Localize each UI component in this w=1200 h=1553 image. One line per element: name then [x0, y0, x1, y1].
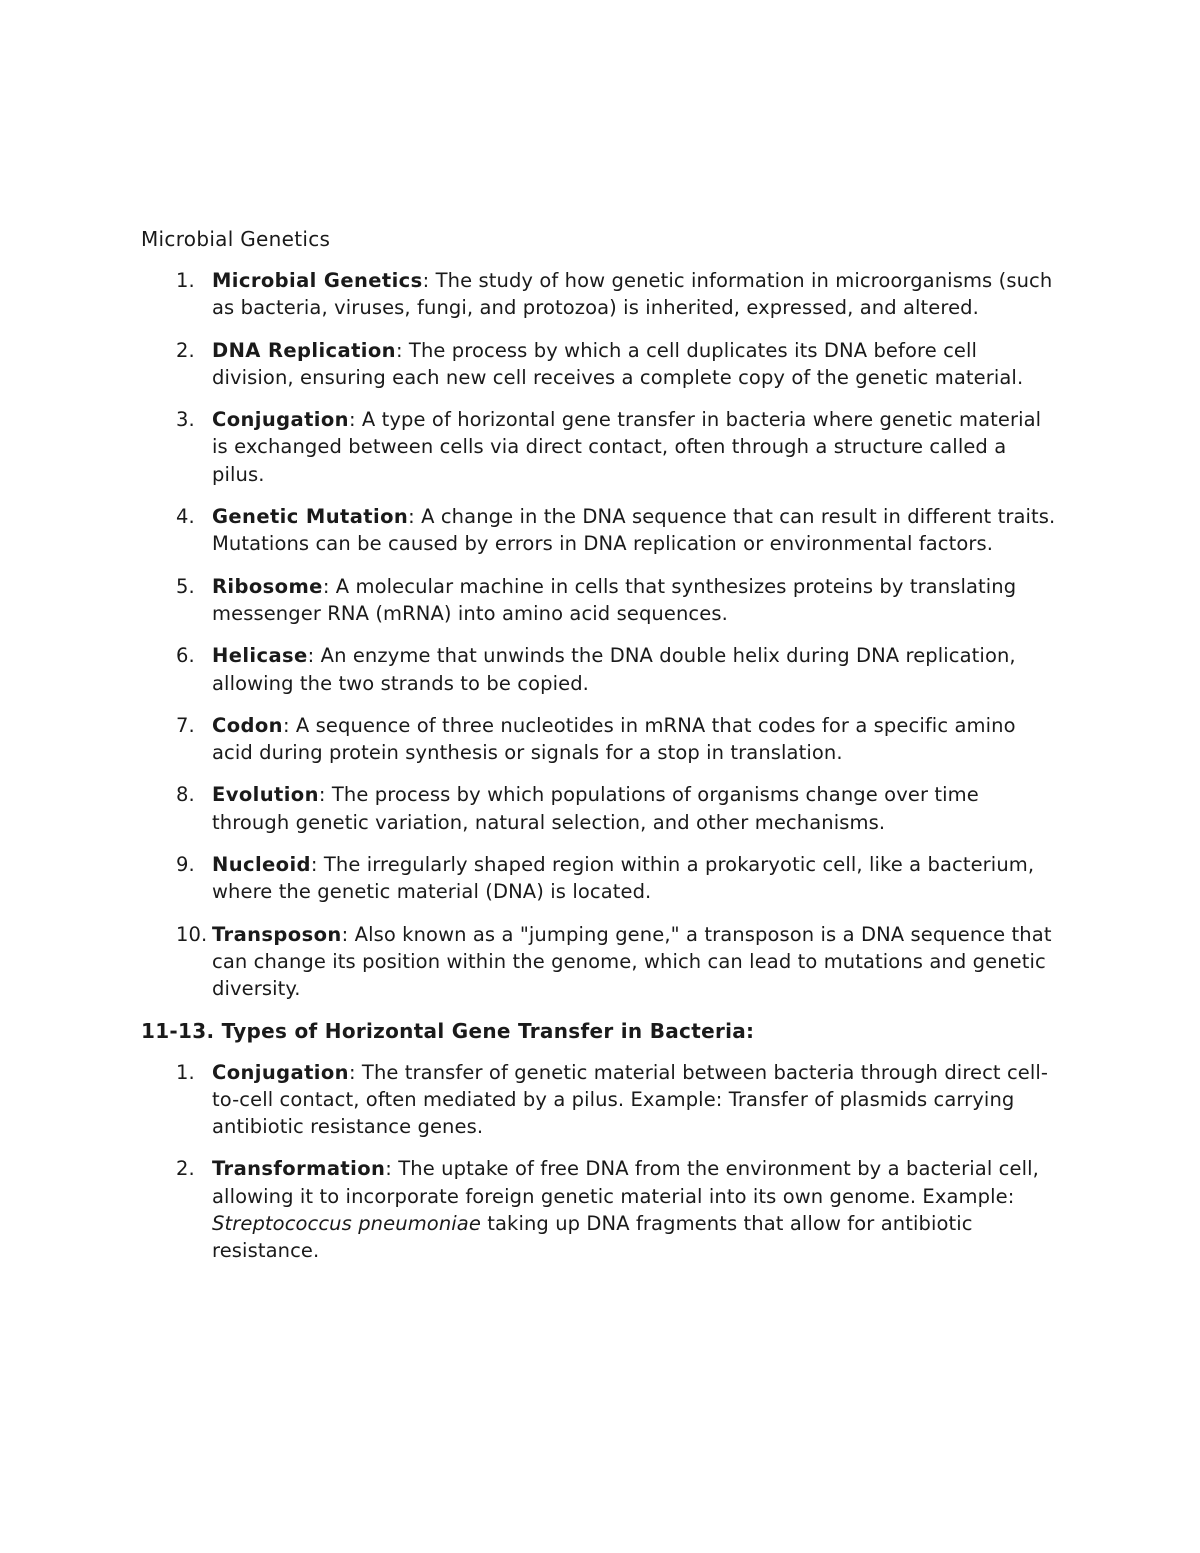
- definition-text: : A sequence of three nucleotides in mRNA that codes for a specific amino acid during protein synthesis or signals for a stop in translation.: [212, 713, 1016, 765]
- transfer-types-list: [141, 1059, 1061, 1265]
- term: Conjugation: [212, 1060, 349, 1084]
- list-item: 10. Transposon: Also known as a "jumping gene," a transposon is a DNA sequence that can change its position within the genome, which can lead to mutations and genetic diversity.: [176, 922, 1052, 1001]
- term: Codon: [212, 713, 283, 737]
- term: Conjugation: [212, 408, 349, 432]
- term: Genetic Mutation: [212, 505, 409, 529]
- list-item: 3. Conjugation: A type of horizontal gene transfer in bacteria where genetic material is exchanged between cells via direct contact, often through a structure called a pilus.: [176, 408, 1042, 486]
- term: Transposon: [212, 922, 342, 946]
- term: Transformation: [212, 1157, 386, 1181]
- species-name: Streptococcus pneumoniae: [212, 1212, 481, 1236]
- definition-text: : The process by which a cell duplicates its DNA before cell division, ensuring each new cell receives a complete copy of the genetic material.: [212, 338, 1024, 389]
- definition-text: : The uptake of free DNA from the environment by a bacterial cell, allowing it to incorporate foreign genetic material into its own genome. Example:: [212, 1157, 1039, 1208]
- term: Microbial Genetics: [212, 269, 423, 292]
- list-item: 7. Codon: A sequence of three nucleotides in mRNA that codes for a specific amino acid during protein synthesis or signals for a stop in translation.: [176, 713, 1016, 765]
- definition-text: : The process by which populations of organisms change over time through genetic variation, natural selection, and other mechanisms.: [212, 783, 979, 834]
- list-item: 5. Ribosome: A molecular machine in cells that synthesizes proteins by translating messenger RNA (mRNA) into amino acid sequences.: [176, 574, 1017, 625]
- list-item: 2. Transformation: The uptake of free DNA from the environment by a bacterial cell, allowing it to incorporate foreign genetic material into its own genome. Example: Streptococcus pneumoniae taking up DNA fragments that allow for antibiotic resistance.: [176, 1157, 1039, 1263]
- list-item: 6. Helicase: An enzyme that unwinds the DNA double helix during DNA replication, allowing the two strands to be copied.: [176, 644, 1016, 695]
- term: Helicase: [212, 644, 308, 668]
- list-item: 8. Evolution: The process by which populations of organisms change over time through genetic variation, natural selection, and other mechanisms.: [176, 783, 979, 834]
- definition-text: taking up DNA fragments that allow for antibiotic resistance.: [212, 1212, 973, 1263]
- definition-text: : An enzyme that unwinds the DNA double helix during DNA replication, allowing the two strands to be copied.: [212, 644, 1016, 695]
- definition-text: : The irregularly shaped region within a prokaryotic cell, like a bacterium, where the genetic material (DNA) is located.: [212, 853, 1035, 904]
- list-item: 1. Microbial Genetics: The study of how genetic information in microorganisms (such as bacteria, viruses, fungi, and protozoa) is inherited, expressed, and altered.: [176, 269, 1053, 320]
- list-item: 1. Conjugation: The transfer of genetic material between bacteria through direct cell-to-cell contact, often mediated by a pilus. Example: Transfer of plasmids carrying antibiotic resistance genes.: [176, 1060, 1049, 1139]
- definition-text: : The transfer of genetic material between bacteria through direct cell-to-cell contact, often mediated by a pilus. Example: Transfer of plasmids carrying antibiotic resistance genes.: [212, 1060, 1049, 1139]
- term: Ribosome: [212, 574, 323, 598]
- section-heading: 11-13. Types of Horizontal Gene Transfer in Bacteria:: [141, 1018, 755, 1043]
- term: Evolution: [212, 783, 319, 807]
- definition-text: : Also known as a "jumping gene," a transposon is a DNA sequence that can change its position within the genome, which can lead to mutations and genetic diversity.: [212, 922, 1052, 1001]
- definitions-list: [141, 267, 1061, 1003]
- definition-text: : A change in the DNA sequence that can result in different traits. Mutations can be caused by errors in DNA replication or environmental factors.: [212, 505, 1056, 556]
- document-page: [141, 226, 1061, 1280]
- list-item: 9. Nucleoid: The irregularly shaped region within a prokaryotic cell, like a bacterium, where the genetic material (DNA) is located.: [176, 853, 1035, 904]
- definition-text: : The study of how genetic information in microorganisms (such as bacteria, viruses, fungi, and protozoa) is inherited, expressed, and altered.: [212, 269, 1053, 320]
- document-title: Microbial Genetics: [141, 227, 331, 251]
- definition-text: : A molecular machine in cells that synthesizes proteins by translating messenger RNA (mRNA) into amino acid sequences.: [212, 574, 1017, 625]
- list-item: 4. Genetic Mutation: A change in the DNA sequence that can result in different traits. Mutations can be caused by errors in DNA replication or environmental factors.: [176, 505, 1056, 556]
- definition-text: : A type of horizontal gene transfer in bacteria where genetic material is exchanged between cells via direct contact, often through a structure called a pilus.: [212, 408, 1042, 486]
- term: DNA Replication: [212, 338, 396, 362]
- list-item: 2. DNA Replication: The process by which a cell duplicates its DNA before cell division, ensuring each new cell receives a complete copy of the genetic material.: [176, 338, 1024, 389]
- term: Nucleoid: [212, 853, 311, 877]
